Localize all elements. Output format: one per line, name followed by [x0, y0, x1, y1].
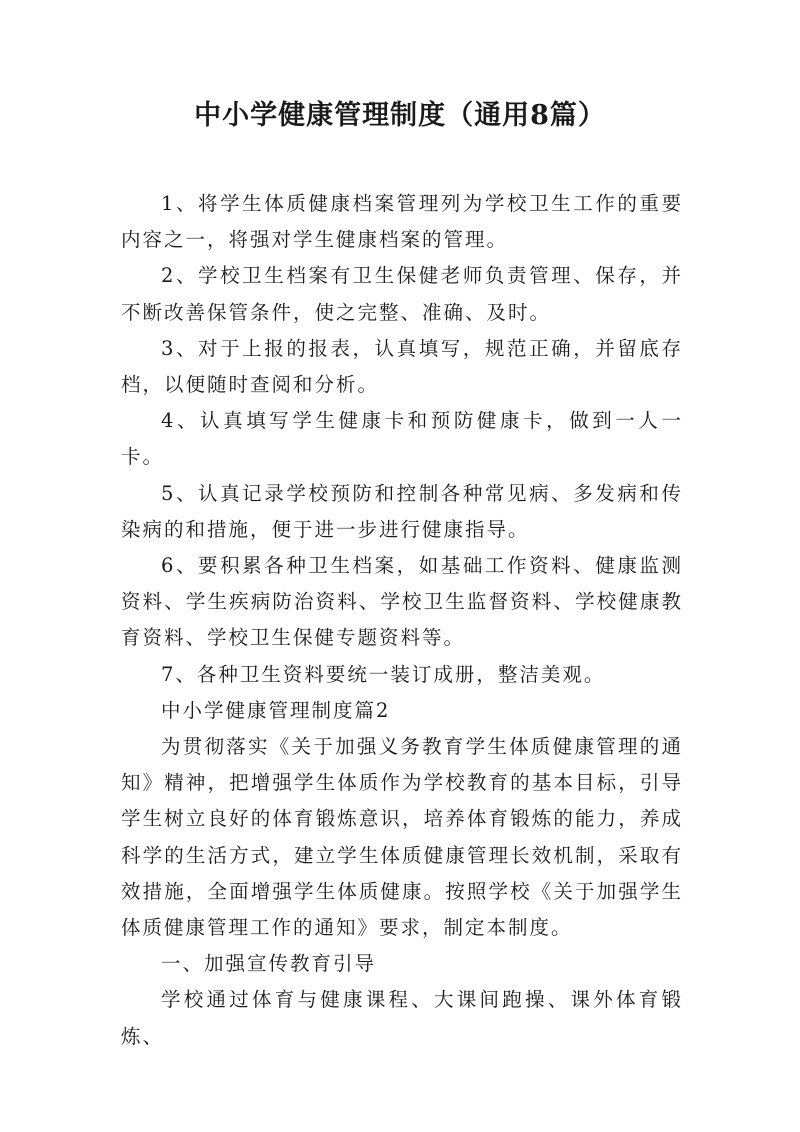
document-body [121, 186, 683, 1055]
paragraph-item-2: 2、学校卫生档案有卫生保健老师负责管理、保存，并不断改善保管条件，使之完整、准确、及时。 [121, 264, 683, 324]
section-heading-publicity: 一、加强宣传教育引导 [161, 952, 377, 976]
paragraph-item-4: 4、认真填写学生健康卡和预防健康卡，做到一人一卡。 [121, 409, 683, 469]
paragraph-item-3: 3、对于上报的报表，认真填写，规范正确，并留底存档，以便随时查阅和分析。 [121, 336, 683, 397]
document-title: 中小学健康管理制度（通用8篇） [194, 100, 606, 131]
paragraph-intro: 为贯彻落实《关于加强义务教育学生体质健康管理的通知》精神，把增强学生体质作为学校教育的基本目标，引导学生树立良好的体育锻炼意识，培养体育锻炼的能力，养成科学的生活方式，建立学生体质健康管理长效机制，采取有效措施，全面增强学生体质健康。按照学校《关于加强学生体质健康管理工作的通知》要求，制定本制度。 [121, 735, 683, 940]
paragraph-item-1: 1、将学生体质健康档案管理列为学校卫生工作的重要内容之一，将强对学生健康档案的管理。 [121, 192, 683, 252]
paragraph-continued: 学校通过体育与健康课程、大课间跑操、课外体育锻炼、 [121, 988, 683, 1048]
paragraph-item-6: 6、要积累各种卫生档案，如基础工作资料、健康监测资料、学生疾病防治资料、学校卫生监督资料、学校健康教育资料、学校卫生保健专题资料等。 [121, 554, 683, 650]
paragraph-item-5: 5、认真记录学校预防和控制各种常见病、多发病和传染病的和措施，便于进一步进行健康指导。 [121, 481, 683, 541]
section-heading-part-2: 中小学健康管理制度篇2 [161, 698, 391, 722]
paragraph-item-7: 7、各种卫生资料要统一装订成册，整洁美观。 [161, 662, 606, 686]
